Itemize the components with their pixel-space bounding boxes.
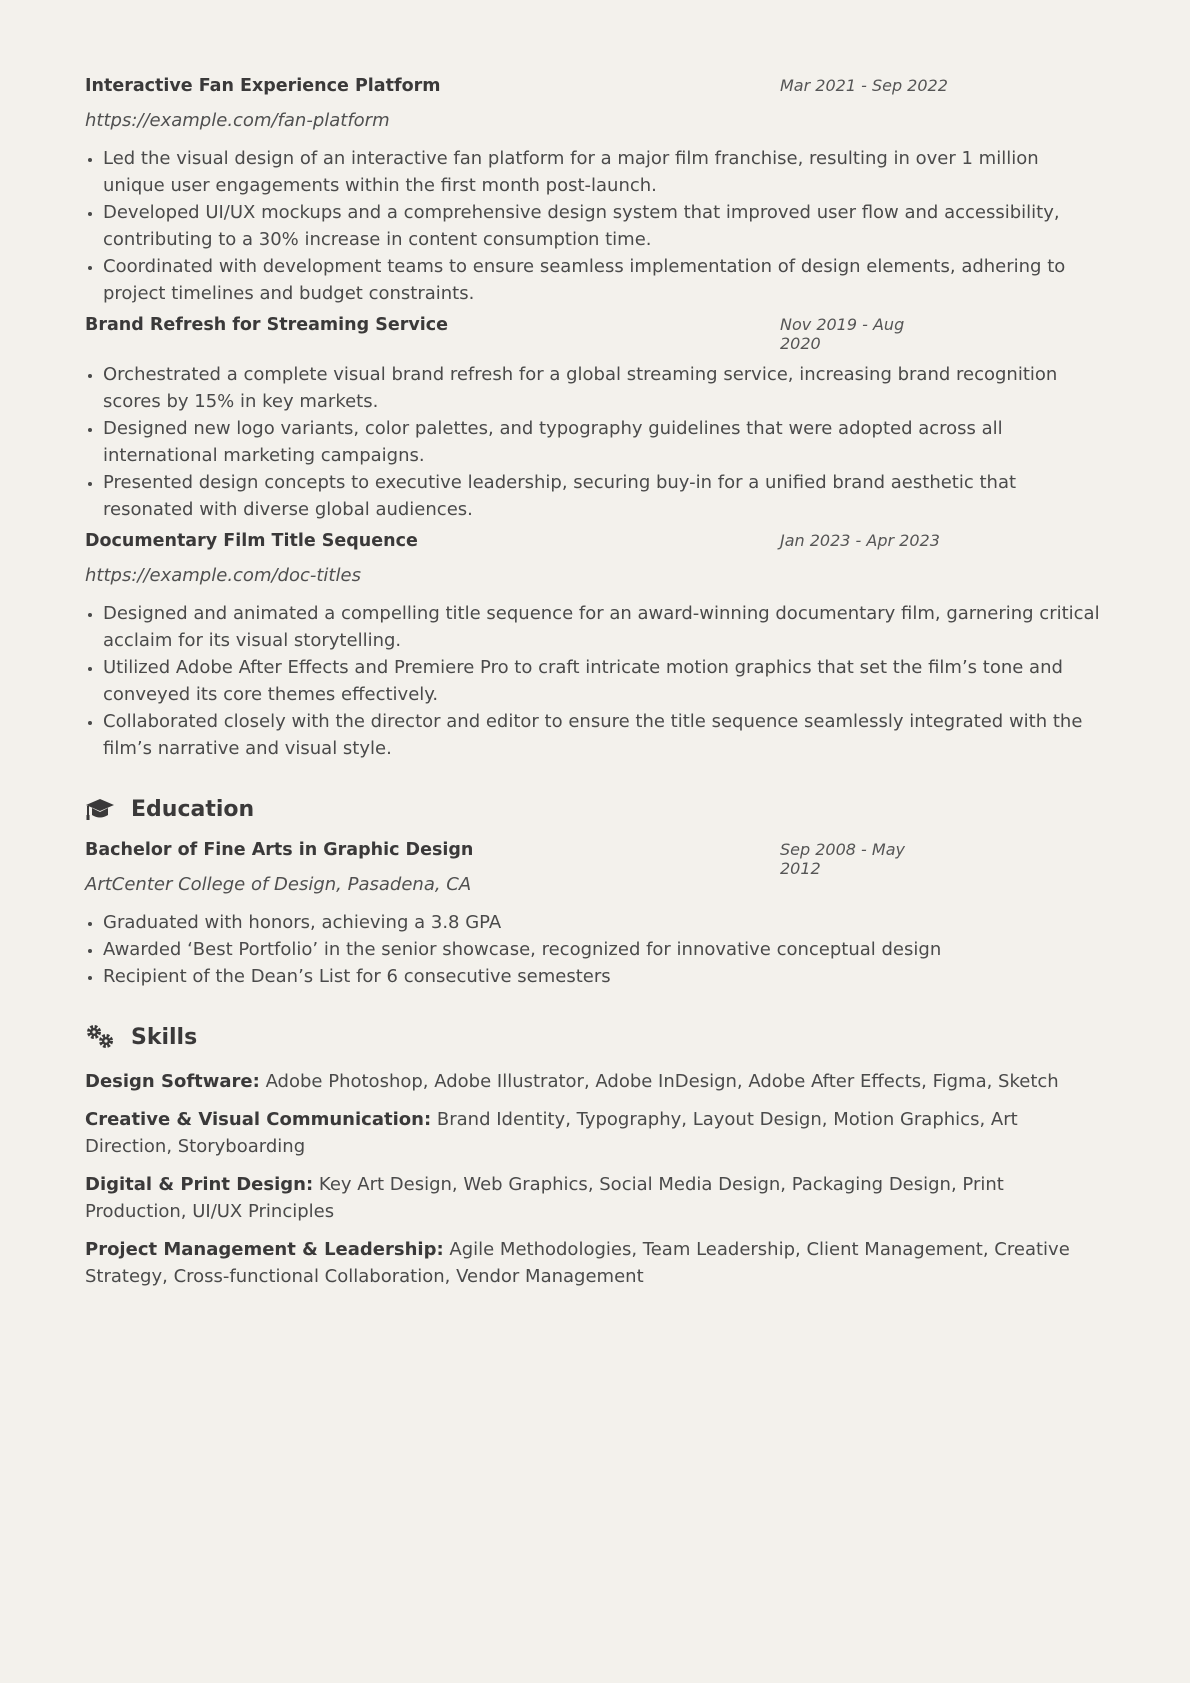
skill-value: Key Art Design, Web Graphics, Social Media Design, Packaging Design, Print Production, UI/UX Principles [85, 1174, 1004, 1222]
list-item: • Graduated with honors, achieving a 3.8 GPA [103, 909, 1105, 936]
skill-label: Digital & Print Design: [85, 1174, 314, 1195]
skill-label: Project Management & Leadership: [85, 1239, 444, 1260]
list-item: • Orchestrated a complete visual brand refresh for a global streaming service, increasing brand recognition scores by 15% in key markets. [103, 361, 1105, 415]
education-section-header [85, 796, 1105, 822]
project-date: Nov 2019 - Aug 2020 [780, 315, 905, 353]
education-heading: Education [131, 796, 255, 822]
project-link[interactable]: https://example.com/doc-titles [85, 565, 361, 586]
project-bullets [85, 600, 1105, 762]
list-item: • Utilized Adobe After Effects and Premiere Pro to craft intricate motion graphics that set the film’s tone and conveyed its core themes effectively. [103, 654, 1105, 708]
skills-heading: Skills [131, 1024, 198, 1050]
list-item: • Coordinated with development teams to ensure seamless implementation of design elements, adhering to project timelines and budget constraints. [103, 253, 1105, 307]
graduation-cap-icon [85, 796, 115, 822]
project-title: Documentary Film Title Sequence [85, 531, 418, 551]
skill-row [85, 1068, 1105, 1095]
skill-value: Agile Methodologies, Team Leadership, Client Management, Creative Strategy, Cross-functional Collaboration, Vendor Management [85, 1239, 1070, 1287]
list-item: • Collaborated closely with the director and editor to ensure the title sequence seamlessly integrated with the film’s narrative and visual style. [103, 708, 1105, 762]
project-entry [85, 531, 1105, 762]
list-item: • Developed UI/UX mockups and a comprehensive design system that improved user flow and accessibility, contributing to a 30% increase in content consumption time. [103, 199, 1105, 253]
project-entry [85, 76, 1105, 307]
resume-page [85, 76, 1105, 1301]
list-item: • Designed new logo variants, color palettes, and typography guidelines that were adopted across all international marketing campaigns. [103, 415, 1105, 469]
education-entry [85, 840, 1105, 990]
project-title: Brand Refresh for Streaming Service [85, 315, 448, 335]
skill-label: Design Software: [85, 1071, 260, 1092]
skills-list [85, 1068, 1105, 1290]
skill-value: Adobe Photoshop, Adobe Illustrator, Adobe InDesign, Adobe After Effects, Figma, Sketch [265, 1071, 1059, 1092]
skills-section-header [85, 1024, 1105, 1050]
project-bullets [85, 361, 1105, 523]
list-item: • Designed and animated a compelling title sequence for an award-winning documentary film, garnering critical acclaim for its visual storytelling. [103, 600, 1105, 654]
degree-title: Bachelor of Fine Arts in Graphic Design [85, 840, 474, 860]
school-name: ArtCenter College of Design, Pasadena, CA [85, 874, 472, 895]
skill-row [85, 1236, 1105, 1290]
list-item: • Presented design concepts to executive leadership, securing buy-in for a unified brand aesthetic that resonated with diverse global audiences. [103, 469, 1105, 523]
project-title: Interactive Fan Experience Platform [85, 76, 441, 96]
list-item: • Recipient of the Dean’s List for 6 consecutive semesters [103, 963, 1105, 990]
skill-row [85, 1106, 1105, 1160]
project-date: Jan 2023 - Apr 2023 [780, 531, 940, 550]
education-bullets [85, 909, 1105, 990]
skill-row [85, 1171, 1105, 1225]
gears-icon [85, 1024, 115, 1050]
list-item: • Awarded ‘Best Portfolio’ in the senior showcase, recognized for innovative conceptual design [103, 936, 1105, 963]
project-bullets [85, 145, 1105, 307]
project-date: Mar 2021 - Sep 2022 [780, 76, 948, 95]
project-link[interactable]: https://example.com/fan-platform [85, 110, 390, 131]
skill-label: Creative & Visual Communication: [85, 1109, 432, 1130]
list-item: • Led the visual design of an interactive fan platform for a major film franchise, resulting in over 1 million unique user engagements within the first month post-launch. [103, 145, 1105, 199]
education-date: Sep 2008 - May 2012 [780, 840, 905, 878]
project-entry [85, 315, 1105, 523]
projects-list [85, 76, 1105, 762]
skill-value: Brand Identity, Typography, Layout Design, Motion Graphics, Art Direction, Storyboarding [85, 1109, 1018, 1157]
